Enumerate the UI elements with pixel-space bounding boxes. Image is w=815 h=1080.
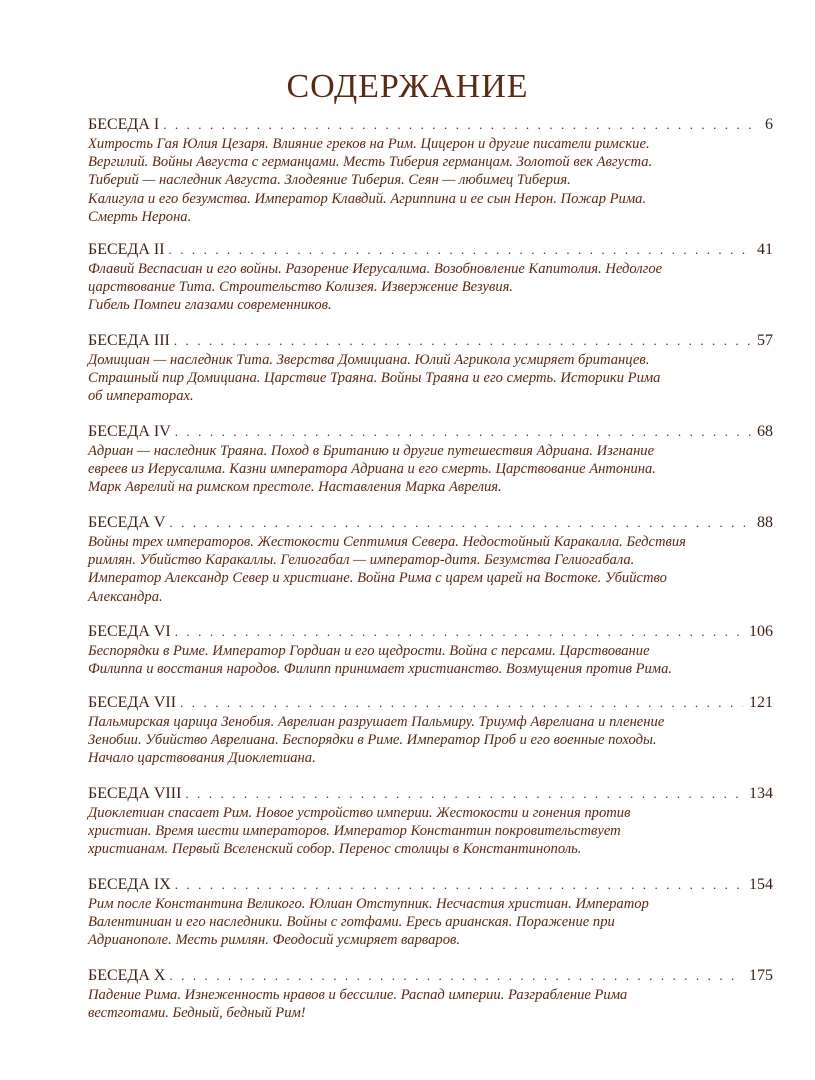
dot-leader	[169, 240, 751, 260]
page-title: СОДЕРЖАНИЕ	[286, 68, 529, 105]
toc-entry-page-number: 88	[757, 514, 773, 531]
toc-entry-3	[88, 331, 773, 406]
toc-entry-label: БЕСЕДА I	[88, 116, 160, 133]
toc-entry-heading[interactable]	[88, 240, 773, 260]
toc-entry-page-number: 154	[749, 876, 773, 893]
toc-entry-page-number: 41	[757, 241, 773, 258]
toc-entry-heading[interactable]	[88, 966, 773, 986]
toc-entry-7	[88, 693, 773, 768]
toc-entry-heading[interactable]	[88, 331, 773, 351]
toc-entry-label: БЕСЕДА IV	[88, 423, 171, 440]
toc-entry-page-number: 121	[749, 694, 773, 711]
dot-leader	[169, 513, 751, 533]
toc-entry-page-number: 175	[749, 967, 773, 984]
toc-entry-page-number: 6	[765, 116, 773, 133]
toc-entry-label: БЕСЕДА VI	[88, 623, 171, 640]
toc-entry-10	[88, 966, 773, 1022]
toc-entry-label: БЕСЕДА II	[88, 241, 165, 258]
toc-entry-description: Адриан — наследник Траяна. Поход в Британию и другие путешествия Адриана. Изгнание евреев из Иерусалима. Казни императора Адриана и его смерть. Царствование Антонина. Марк Аврелий на римском престоле. Наставления Марка Аврелия.	[88, 443, 656, 496]
toc-entry-page-number: 68	[757, 423, 773, 440]
dot-leader	[180, 693, 743, 713]
dot-leader	[174, 331, 751, 351]
dot-leader	[185, 784, 743, 804]
toc-entry-description: Беспорядки в Риме. Император Гордиан и его щедрости. Война с персами. Царствование Филиппа и восстания народов. Филипп принимает христианство. Возмущения против Рима.	[88, 643, 673, 678]
dot-leader	[163, 115, 759, 135]
dot-leader	[175, 422, 751, 442]
toc-entry-description: Диоклетиан спасает Рим. Новое устройство империи. Жестокости и гонения против христиан. Время шести императоров. Император Константин покровительствует христианам. Первый Вселенский собор. Перенос столицы в Константинополь.	[88, 805, 631, 858]
toc-entry-page-number: 106	[749, 623, 773, 640]
dot-leader	[175, 875, 743, 895]
toc-entry-label: БЕСЕДА V	[88, 514, 166, 531]
toc-entry-8	[88, 784, 773, 859]
toc-entry-heading[interactable]	[88, 422, 773, 442]
toc-entry-label: БЕСЕДА VII	[88, 694, 177, 711]
toc-entry-description: Падение Рима. Изнеженность нравов и бессилие. Распад империи. Разграбление Рима вестготами. Бедный, бедный Рим!	[88, 987, 628, 1022]
toc-entry-description: Домициан — наследник Тита. Зверства Домициана. Юлий Агрикола усмиряет британцев. Страшный пир Домициана. Царствие Траяна. Войны Траяна и его смерть. Историки Рима об императорах.	[88, 352, 661, 405]
toc-entry-9	[88, 875, 773, 950]
toc-entry-heading[interactable]	[88, 784, 773, 804]
toc-entry-page-number: 57	[757, 332, 773, 349]
dot-leader	[169, 966, 743, 986]
toc-entry-6	[88, 622, 773, 678]
toc-entry-heading[interactable]	[88, 622, 773, 642]
toc-entry-label: БЕСЕДА IX	[88, 876, 171, 893]
toc-entry-label: БЕСЕДА VIII	[88, 785, 182, 802]
toc-entry-heading[interactable]	[88, 693, 773, 713]
toc-entry-heading[interactable]	[88, 513, 773, 533]
toc-entry-description: Войны трех императоров. Жестокости Септимия Севера. Недостойный Каракалла. Бедствия римлян. Убийство Каракаллы. Гелиогабал — император-дитя. Безумства Гелиогабала. Император Александр Север и христиане. Война Рима с царем царей на Востоке. Убийство Александра.	[88, 534, 686, 605]
toc-entry-2	[88, 240, 773, 315]
toc-entry-label: БЕСЕДА III	[88, 332, 170, 349]
toc-entry-1	[88, 115, 773, 226]
toc-entry-5	[88, 513, 773, 606]
toc-entry-page-number: 134	[749, 785, 773, 802]
toc-entry-heading[interactable]	[88, 875, 773, 895]
toc-entry-description: Хитрость Гая Юлия Цезаря. Влияние греков на Рим. Цицерон и другие писатели римские. Вергилий. Войны Августа с германцами. Месть Тиберия германцам. Золотой век Августа. Тиберий — наследник Августа. Злодеяние Тиберия. Сеян — любимец Тиберия. Калигула и его безумства. Император Клавдий. Агриппина и ее сын Нерон. Пожар Рима. Смерть Нерона.	[88, 136, 653, 225]
toc-entry-heading[interactable]	[88, 115, 773, 135]
dot-leader	[175, 622, 743, 642]
toc-entry-description: Пальмирская царица Зенобия. Аврелиан разрушает Пальмиру. Триумф Аврелиана и пленение Зенобии. Убийство Аврелиана. Беспорядки в Риме. Император Проб и его военные походы. Начало царствования Диоклетиана.	[88, 714, 665, 767]
toc-entry-description: Рим после Константина Великого. Юлиан Отступник. Несчастия христиан. Император Валентиниан и его наследники. Войны с готфами. Ересь арианская. Поражение при Адрианополе. Месть римлян. Феодосий усмиряет варваров.	[88, 896, 649, 949]
toc-entry-4	[88, 422, 773, 497]
toc-entry-description: Флавий Веспасиан и его войны. Разорение Иерусалима. Возобновление Капитолия. Недолгое царствование Тита. Строительство Колизея. Извержение Везувия. Гибель Помпеи глазами современников.	[88, 261, 663, 314]
toc-entry-label: БЕСЕДА X	[88, 967, 166, 984]
